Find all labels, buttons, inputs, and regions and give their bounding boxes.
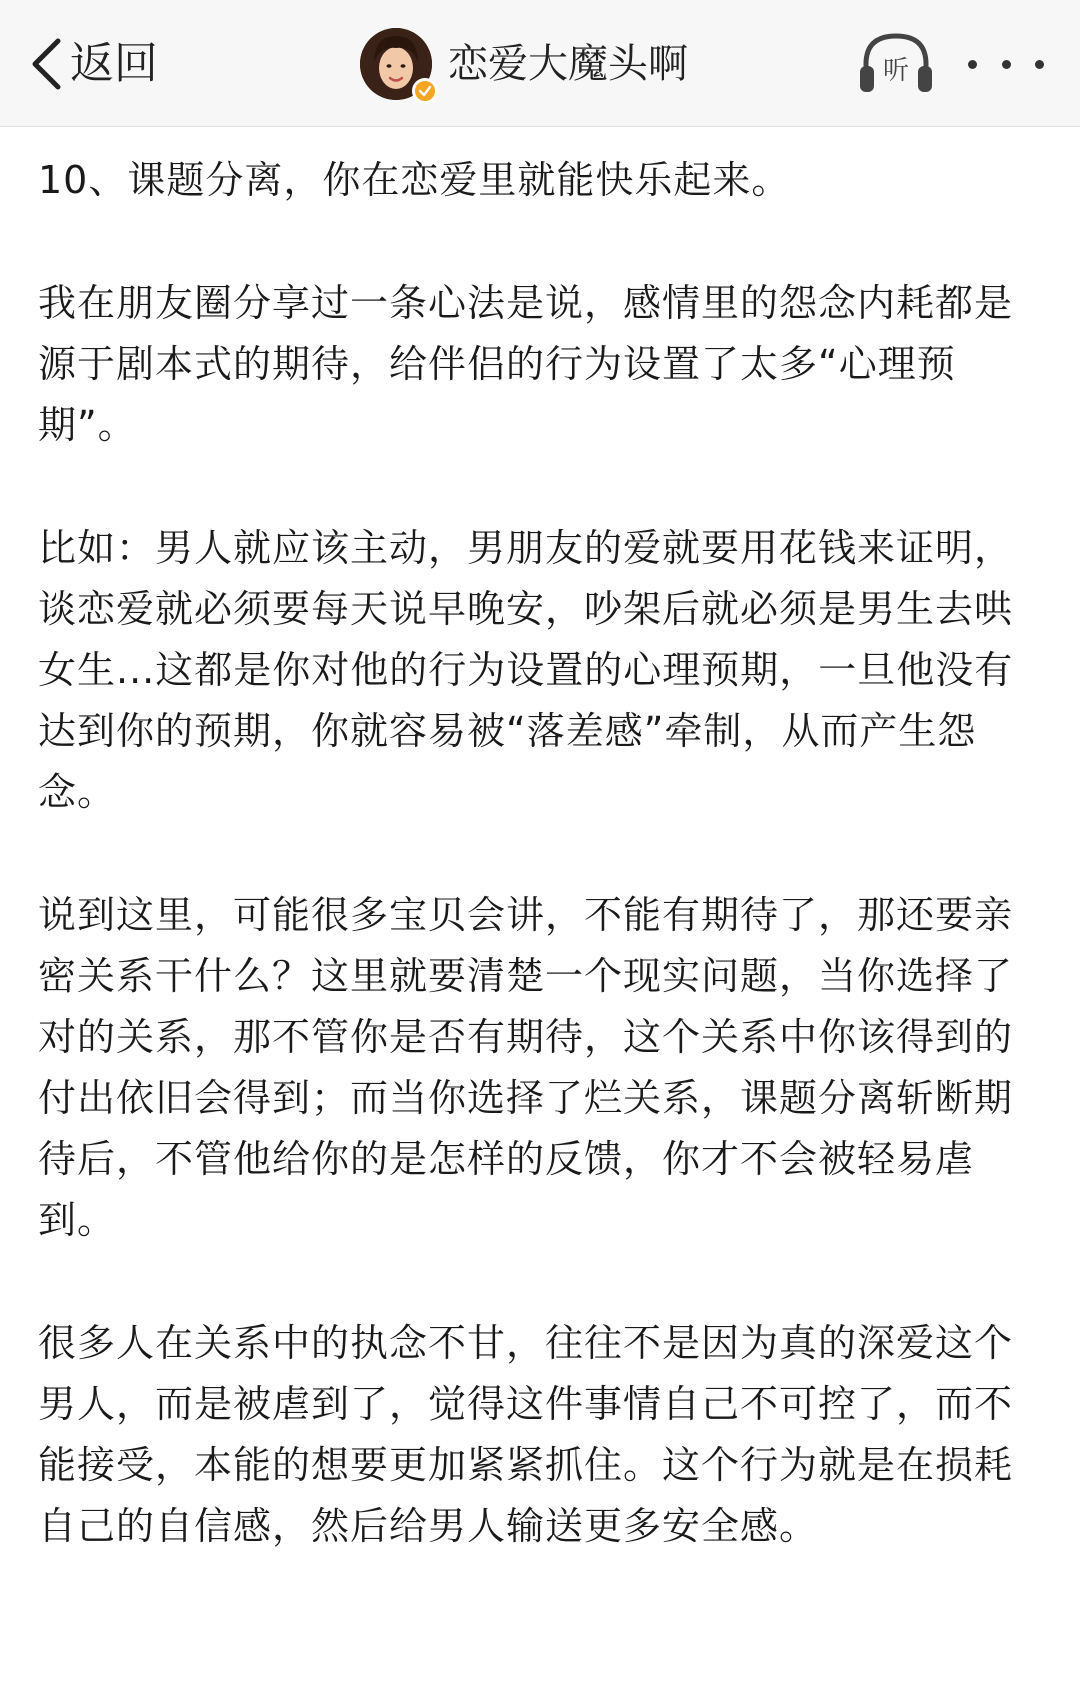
listen-button[interactable] xyxy=(858,30,934,96)
more-button[interactable] xyxy=(968,44,1044,84)
verified-badge-icon xyxy=(412,78,438,104)
article-paragraph: 说到这里，可能很多宝贝会讲，不能有期待了，那还要亲密关系干什么？这里就要清楚一个现实问题，当你选择了对的关系，那不管你是否有期待，这个关系中你该得到的付出依旧会得到；而当你选择了烂关系，课题分离斩断期待后，不管他给你的是怎样的反馈，你才不会被轻易虐到。 xyxy=(38,893,1014,1242)
article-paragraph: 10、课题分离，你在恋爱里就能快乐起来。 xyxy=(38,158,791,202)
article-body xyxy=(38,150,1048,1695)
listen-label: 听 xyxy=(882,56,909,86)
top-navigation-bar xyxy=(0,0,1080,127)
chevron-left-icon xyxy=(30,38,62,90)
back-button[interactable] xyxy=(30,28,158,100)
back-label: 返回 xyxy=(70,38,158,89)
more-dots-icon xyxy=(968,60,977,69)
profile-header[interactable] xyxy=(360,22,688,106)
more-dots-icon xyxy=(1035,60,1044,69)
article-paragraph: 很多人在关系中的执念不甘，往往不是因为真的深爱这个男人，而是被虐到了，觉得这件事情自己不可控了，而不能接受，本能的想要更加紧紧抓住。这个行为就是在损耗自己的自信感，然后给男人输送更多安全感。 xyxy=(38,1321,1014,1548)
article-paragraph: 比如：男人就应该主动，男朋友的爱就要用花钱来证明，谈恋爱就必须要每天说早晚安，吵架后就必须是男生去哄女生...这都是你对他的行为设置的心理预期，一旦他没有达到你的预期，你就容易被“落差感”牵制，从而产生怨念。 xyxy=(38,526,1014,814)
article-paragraph: 我在朋友圈分享过一条心法是说，感情里的怨念内耗都是源于剧本式的期待，给伴侣的行为设置了太多“心理预期”。 xyxy=(38,281,1014,447)
more-dots-icon xyxy=(1002,60,1011,69)
username[interactable]: 恋爱大魔头啊 xyxy=(448,41,688,87)
avatar-container[interactable] xyxy=(360,28,432,100)
